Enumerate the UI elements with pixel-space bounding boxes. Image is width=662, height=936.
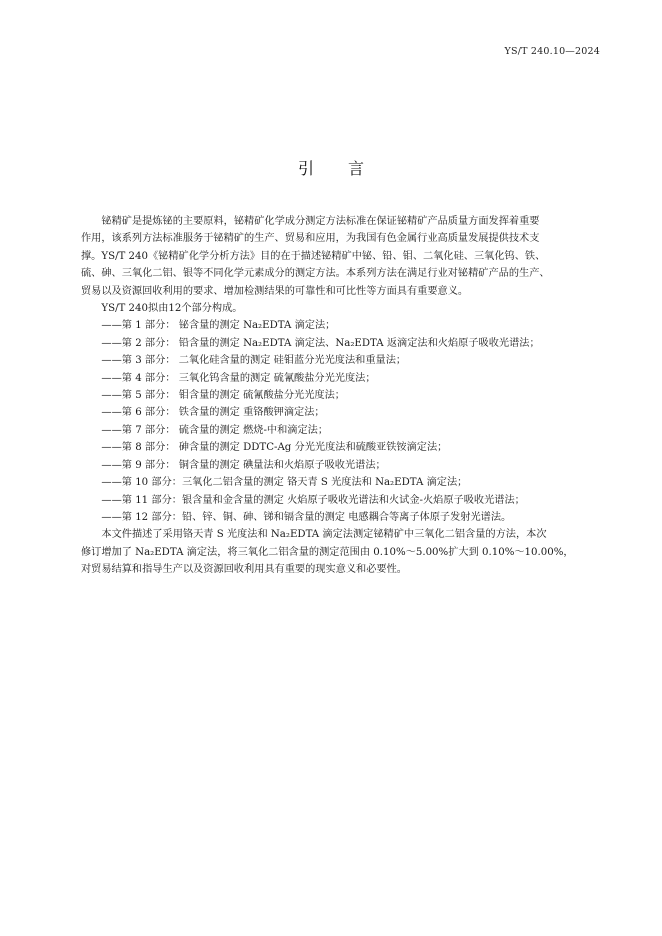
closing-line: 本文件描述了采用铬天青 S 光度法和 Na₂EDTA 滴定法测定铋精矿中三氧化二铝含量的方法，本次 — [101, 529, 547, 541]
list-item: ——第 9 部分： 铜含量的测定 碘量法和火焰原子吸收光谱法； — [101, 459, 386, 471]
page-title: 引言 — [297, 159, 398, 178]
list-item: ——第 11 部分：银含量和金含量的测定 火焰原子吸收光谱法和火试金-火焰原子吸收光谱法； — [101, 494, 525, 506]
intro-line: 作用，该系列方法标准服务于铋精矿的生产、贸易和应用，为我国有色金属行业高质量发展提供技术支 — [81, 233, 540, 245]
standard-code: YS/T 240.10—2024 — [504, 46, 600, 57]
list-item: ——第 1 部分： 铋含量的测定 Na₂EDTA 滴定法； — [101, 320, 336, 332]
list-item: ——第 2 部分： 铅含量的测定 Na₂EDTA 滴定法、Na₂EDTA 返滴定法和火焰原子吸收光谱法； — [101, 337, 540, 349]
intro-paragraph — [81, 213, 601, 300]
closing-line: 对贸易结算和指导生产以及资源回收利用具有重要的现实意义和必要性。 — [81, 564, 407, 576]
intro-line: 铋精矿是提炼铋的主要原料，铋精矿化学成分测定方法标准在保证铋精矿产品质量方面发挥着重要 — [101, 216, 540, 227]
intro-line: 贸易以及资源回收利用的要求、增加检测结果的可靠性和可比性等方面具有重要意义。 — [81, 285, 469, 297]
list-item: ——第 8 部分： 砷含量的测定 DDTC-Ag 分光光度法和硫酸亚铁铵滴定法； — [101, 442, 448, 454]
parts-intro: YS/T 240拟由12个部分构成。 — [101, 303, 243, 315]
list-item: ——第 10 部分：三氧化二铝含量的测定 铬天青 S 光度法和 Na₂EDTA 滴定法； — [101, 477, 468, 489]
closing-line: 修订增加了 Na₂EDTA 滴定法，将三氧化二铝含量的测定范围由 0.10%～5.00%扩大到 0.10%～10.00%， — [81, 546, 574, 558]
intro-line: 硫、砷、三氧化二铝、银等不同化学元素成分的测定方法。本系列方法在满足行业对铋精矿产品的生产、 — [81, 268, 550, 280]
intro-line: 撑。YS/T 240《铋精矿化学分析方法》目的在于描述铋精矿中铋、铅、钼、二氧化硅、三氧化钨、铁、 — [81, 250, 546, 262]
parts-list — [81, 317, 601, 526]
list-item: ——第 6 部分： 铁含量的测定 重铬酸钾滴定法； — [101, 407, 325, 419]
list-item: ——第 4 部分： 三氧化钨含量的测定 硫氰酸盐分光光度法； — [101, 372, 376, 384]
document-body — [81, 213, 601, 579]
closing-paragraph — [81, 526, 601, 578]
list-item: ——第 5 部分： 钼含量的测定 硫氰酸盐分光光度法； — [101, 390, 345, 402]
list-item: ——第 3 部分： 二氧化硅含量的测定 硅钼蓝分光光度法和重量法； — [101, 355, 407, 367]
list-item: ——第 7 部分： 硫含量的测定 燃烧-中和滴定法； — [101, 424, 329, 436]
list-item: ——第 12 部分：铅、锌、铜、砷、锑和镉含量的测定 电感耦合等离子体原子发射光谱法。 — [101, 511, 512, 523]
